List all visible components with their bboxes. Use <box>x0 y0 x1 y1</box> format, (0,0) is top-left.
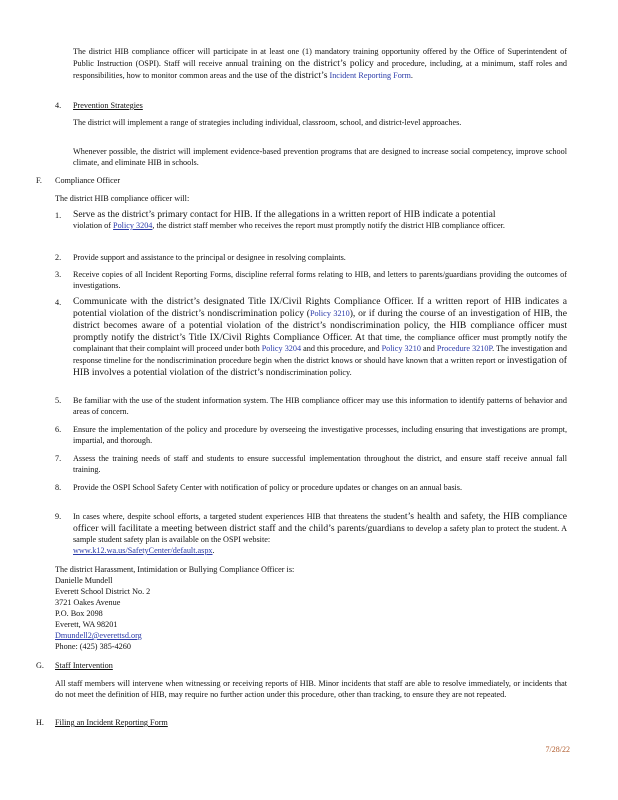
policy-3204-link-2[interactable]: Policy 3204 <box>261 343 302 353</box>
f-item-1: Serve as the district’s primary contact for HIB. If the allegations in a written report of HIB indicate a potential violation of Policy 3204, the district staff member who receives the report must promptly notify the district HIB compliance officer. <box>73 209 505 230</box>
prevention-para-2: Whenever possible, the district will implement evidence-based prevention programs that are designed to increase social competency, improve school climate, and eliminate HIB in schools. <box>73 147 567 167</box>
policy-3210-link-2[interactable]: Policy 3210 <box>381 343 421 353</box>
f-item-7-number: 7. <box>55 454 62 463</box>
staff-intervention-heading: Staff Intervention <box>55 661 113 670</box>
intro-text-c: and procedure, including, at a minimum, staff roles and responsibilities, how to monitor common areas and the <box>73 58 568 80</box>
item4-number: 4. <box>55 101 62 110</box>
ospi-safety-center-link[interactable]: www.k12.wa.us/SafetyCenter/default.aspx <box>73 545 213 555</box>
f-item-4-number: 4. <box>55 298 62 307</box>
intro-text-b: al training on the district’s policy <box>241 57 374 69</box>
officer-contact <box>55 576 355 653</box>
prevention-strategies-heading: Prevention Strategies <box>73 101 143 110</box>
footer-date: 7/28/22 <box>545 745 570 754</box>
compliance-officer-heading: Compliance Officer <box>55 176 121 185</box>
policy-3204-link[interactable]: Policy 3204 <box>113 220 153 230</box>
f-item-6: Ensure the implementation of the policy and procedure by overseeing the investigative processes, including ensuring that investigations are prompt, impartial, and thorough. <box>73 425 567 445</box>
contact-org: Everett School District No. 2 <box>55 587 151 596</box>
f-item-2: Provide support and assistance to the principal or designee in resolving complaints. <box>73 253 346 262</box>
contact-street: 3721 Oakes Avenue <box>55 598 121 607</box>
contact-email-link[interactable]: Dmundell2@everettsd.org <box>55 631 142 640</box>
f-item-2-number: 2. <box>55 253 62 262</box>
section-h-letter: H. <box>36 718 44 727</box>
f-item-1-number: 1. <box>55 211 62 220</box>
f-item-3-number: 3. <box>55 270 62 279</box>
staff-intervention-text: All staff members will intervene when witnessing or receiving reports of HIB. Minor incidents that staff are able to resolve immediately, or incidents that do not meet the definition of HIB, may require no further action under this procedure, other than tracking, to ensure they are not repeated. <box>55 679 567 699</box>
f-item-9: In cases where, despite school efforts, a targeted student experiences HIB that threatens the student’s health and safety, the HIB compliance officer will facilitate a meeting between district staff and the child’s parents/guardians to develop a safety plan to protect the student. A sample student safety plan is available on the OSPI website: www.k12.wa.us/SafetyCenter/default.aspx. <box>73 511 568 555</box>
f-item-9-number: 9. <box>55 512 62 521</box>
f-item-8: Provide the OSPI School Safety Center with notification of policy or procedure updates or changes on an annual basis. <box>73 483 463 492</box>
section-f-letter: F. <box>36 176 42 185</box>
f-item-3: Receive copies of all Incident Reporting Forms, discipline referral forms relating to HIB, and letters to parents/guardians providing the outcomes of investigations. <box>73 270 567 290</box>
contact-name: Danielle Mundell <box>55 576 113 585</box>
intro-text-d: use of the district’s <box>254 69 328 81</box>
procedure-3210p-link[interactable]: Procedure 3210P <box>436 343 493 353</box>
f-item-5: Be familiar with the use of the student information system. The HIB compliance officer may use this information to identify patterns of behavior and areas of concern. <box>73 396 567 416</box>
prevention-para-1: The district will implement a range of strategies including individual, classroom, school, and district-level approaches. <box>73 118 462 127</box>
filing-incident-heading: Filing an Incident Reporting Form <box>55 718 168 727</box>
intro-text-e: . <box>410 70 413 80</box>
incident-reporting-form-link[interactable]: Incident Reporting Form <box>329 70 411 80</box>
f-item-4: Communicate with the district’s designated Title IX/Civil Rights Compliance Officer. If a written report of HIB indicates a potential violation of the district’s nondiscrimination policy (Policy 3210), or if during the course of an investigation of HIB, the district becomes aware of a potential violation of the district’s nondiscrimination policy, the HIB compliance officer must promptly notify the district’s Title IX/Civil Rights Compliance Officer. At that time, the compliance officer must promptly notify the complainant that their complaint will proceed under both Policy 3204 and this procedure, and Policy 3210 and Procedure 3210P. The investigation and response timeline for the nondiscrimination procedure begin when the district knows or should have known that a written report or investigation of HIB involves a potential violation of the district’s nondiscrimination policy. <box>73 296 567 378</box>
intro-paragraph <box>73 47 567 82</box>
contact-city: Everett, WA 98201 <box>55 620 118 629</box>
section-g-letter: G. <box>36 661 44 670</box>
f-item-8-number: 8. <box>55 483 62 492</box>
contact-phone: Phone: (425) 385-4260 <box>55 642 131 651</box>
contact-po-box: P.O. Box 2098 <box>55 609 103 618</box>
policy-3210-link-1[interactable]: Policy 3210 <box>309 308 350 318</box>
intro-text-a: The district HIB compliance officer will participate in at least one (1) mandatory training opportunity offered by the Office of Superintendent of Public Instruction (OSPI). Staff will receive annu <box>73 47 567 68</box>
f-item-6-number: 6. <box>55 425 62 434</box>
compliance-officer-intro: The district HIB compliance officer will: <box>55 194 190 203</box>
f-item-7: Assess the training needs of staff and students to ensure successful implementation throughout the district, and ensure staff receive annual fall training. <box>73 454 567 474</box>
f-item-5-number: 5. <box>55 396 62 405</box>
officer-heading: The district Harassment, Intimidation or Bullying Compliance Officer is: <box>55 565 295 574</box>
